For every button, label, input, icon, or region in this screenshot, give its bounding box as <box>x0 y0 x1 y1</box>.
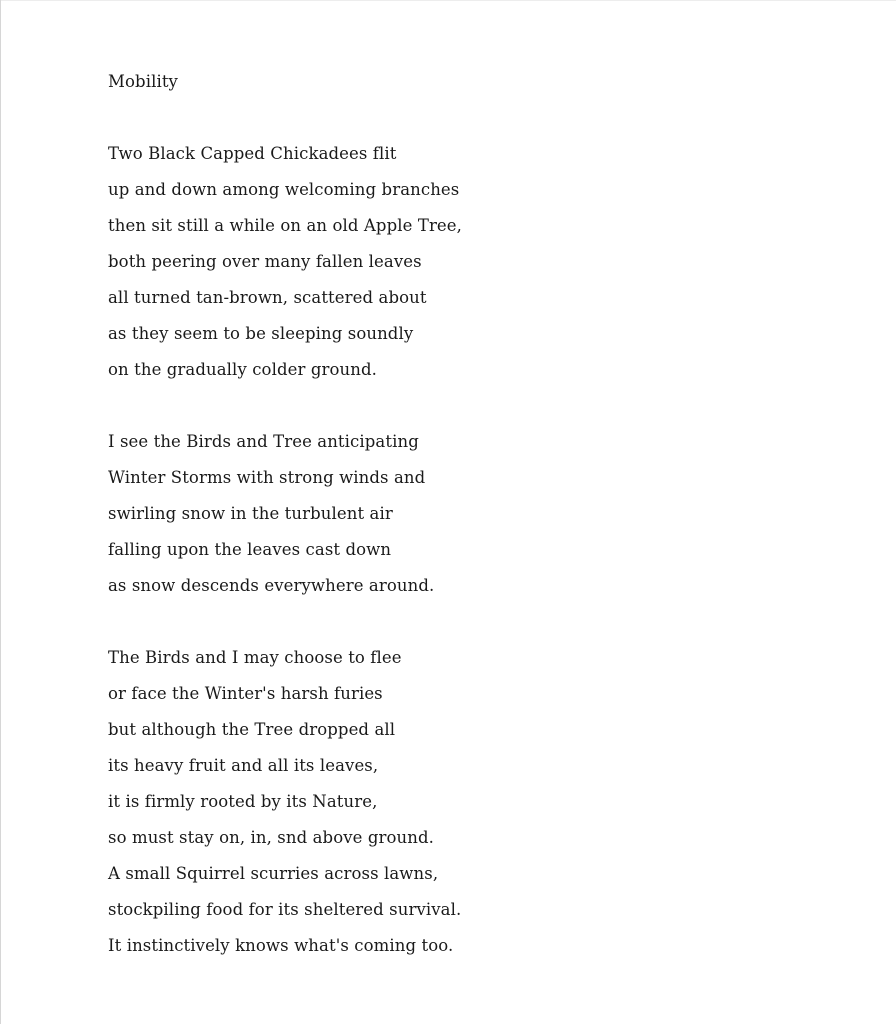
poem-line: it is firmly rooted by its Nature, <box>108 792 378 811</box>
poem-line: falling upon the leaves cast down <box>108 540 392 559</box>
poem-line: Two Black Capped Chickadees flit <box>108 144 397 163</box>
poem-line: swirling snow in the turbulent air <box>108 504 393 523</box>
poem-line: so must stay on, in, snd above ground. <box>108 828 435 847</box>
poem-line: its heavy fruit and all its leaves, <box>108 756 379 775</box>
poem-line: stockpiling food for its sheltered survival. <box>108 900 462 919</box>
stanza-gap <box>108 610 462 646</box>
poem-line: Winter Storms with strong winds and <box>108 468 426 487</box>
poem-title: Mobility <box>108 72 178 91</box>
stanza-1 <box>108 142 462 394</box>
poem-line: up and down among welcoming branches <box>108 180 460 199</box>
stanza-2 <box>108 430 462 610</box>
poem-line: then sit still a while on an old Apple Tree, <box>108 216 463 235</box>
poem-line: all turned tan-brown, scattered about <box>108 288 427 307</box>
stanza-3 <box>108 646 462 970</box>
poem-line: as snow descends everywhere around. <box>108 576 435 595</box>
poem-line: or face the Winter's harsh furies <box>108 684 383 703</box>
poem-line: as they seem to be sleeping soundly <box>108 324 414 343</box>
poem-line: A small Squirrel scurries across lawns, <box>108 864 439 883</box>
stanza-gap <box>108 394 462 430</box>
poem-line: I see the Birds and Tree anticipating <box>108 432 419 451</box>
poem-line: The Birds and I may choose to flee <box>108 648 402 667</box>
poem-line: both peering over many fallen leaves <box>108 252 422 271</box>
poem-line: on the gradually colder ground. <box>108 360 377 379</box>
poem-line: It instinctively knows what's coming too. <box>108 936 454 955</box>
poem-line: but although the Tree dropped all <box>108 720 396 739</box>
poem <box>108 70 462 970</box>
